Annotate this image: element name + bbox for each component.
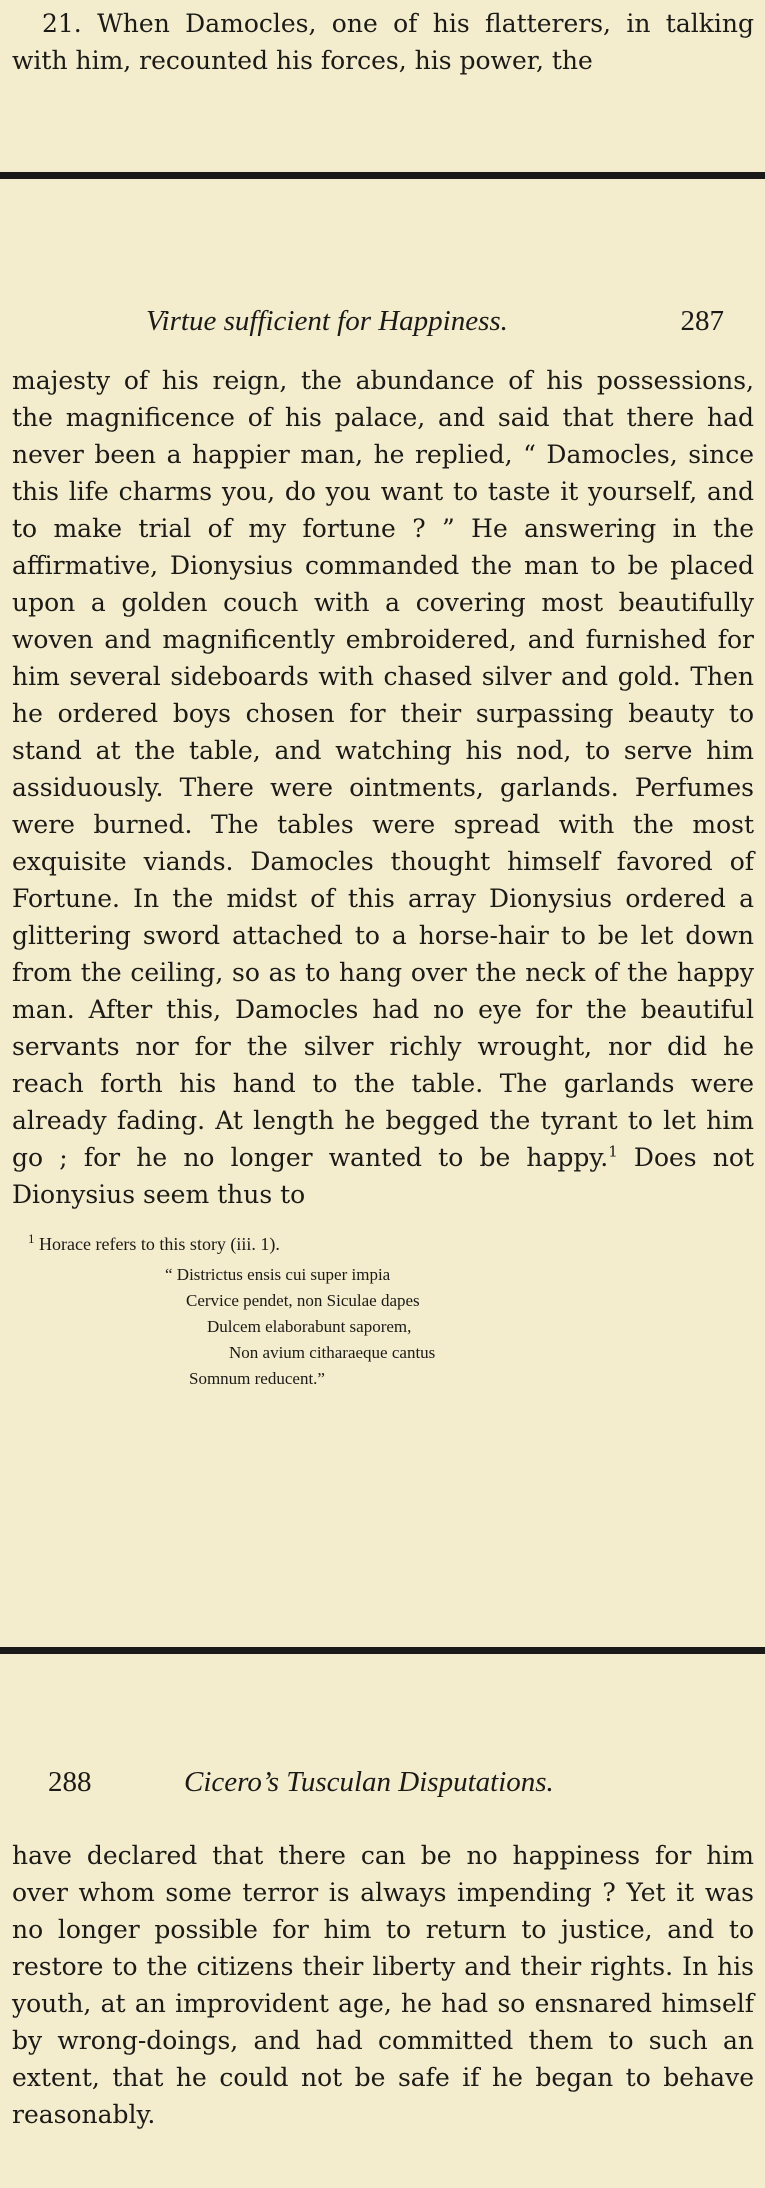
- footnote-number: 1: [28, 1231, 35, 1246]
- page-divider: [0, 1647, 765, 1654]
- verse-line: Non avium citharaeque cantus: [229, 1343, 436, 1362]
- verse-line: “ Districtus ensis cui super impia: [165, 1265, 391, 1284]
- footnote-marker: 1: [608, 1142, 618, 1161]
- running-title: Cicero’s Tusculan Disputations.: [184, 1766, 554, 1798]
- running-header: [12, 301, 754, 341]
- running-title: Virtue sufficient for Happiness.: [146, 305, 508, 337]
- body-paragraph: [12, 362, 754, 1213]
- footnote-text: Horace refers to this story (iii. 1).: [39, 1234, 280, 1254]
- page-number: 287: [680, 305, 724, 337]
- page-number: 288: [48, 1766, 92, 1798]
- page-287: [0, 179, 765, 1647]
- body-text-continued: Does not Dionysius seem thus to: [12, 1143, 755, 1209]
- verse-line: Somnum reducent.”: [189, 1369, 325, 1388]
- verse-line: Dulcem elaborabunt saporem,: [207, 1317, 412, 1336]
- page-288: [0, 1654, 765, 2188]
- page-divider: [0, 172, 765, 179]
- body-paragraph: 21. When Damocles, one of his flatterers, in talking with him, recounted his forces, his power, the: [12, 9, 754, 75]
- footnote: [28, 1226, 728, 1257]
- running-header: [12, 1762, 754, 1802]
- body-text: majesty of his reign, the abundance of his possessions, the magnificence of his palace, and said that there had never been a happier man, he replied, “ Damocles, since this life charms you, do you want to taste it yourself, and to make trial of my fortune ? ” He answering in the affirmative, Dionysius commanded the man to be placed upon a golden couch with a covering most beautifully woven and magnificently embroidered, and furnished for him several sideboards with chased silver and gold. Then he ordered boys chosen for their surpassing beauty to stand at the table, and watching his nod, to serve him assiduously. There were ointments, garlands. Perfumes were burned. The tables were spread with the most exquisite viands. Damocles thought himself favored of Fortune. In the midst of this array Dionysius ordered a glittering sword attached to a horse-hair to be let down from the ceiling, so as to hang over the neck of the happy man. After this, Damocles had no eye for the beautiful servants nor for the silver richly wrought, nor did he reach forth his hand to the table. The garlands were already fading. At length he begged the tyrant to let him go ; for he no longer wanted to be happy.: [12, 366, 754, 1172]
- verse-line: Cervice pendet, non Siculae dapes: [186, 1291, 420, 1310]
- page-fragment-top: [0, 0, 765, 172]
- footnote-verse: [165, 1262, 435, 1392]
- body-paragraph: have declared that there can be no happiness for him over whom some terror is always impending ? Yet it was no longer possible for him to return to justice, and to restore to the citizens their liberty and their rights. In his youth, at an improvident age, he had so ensnared himself by wrong-doings, and had committed them to such an extent, that he could not be safe if he began to behave reasonably.: [12, 1841, 754, 2129]
